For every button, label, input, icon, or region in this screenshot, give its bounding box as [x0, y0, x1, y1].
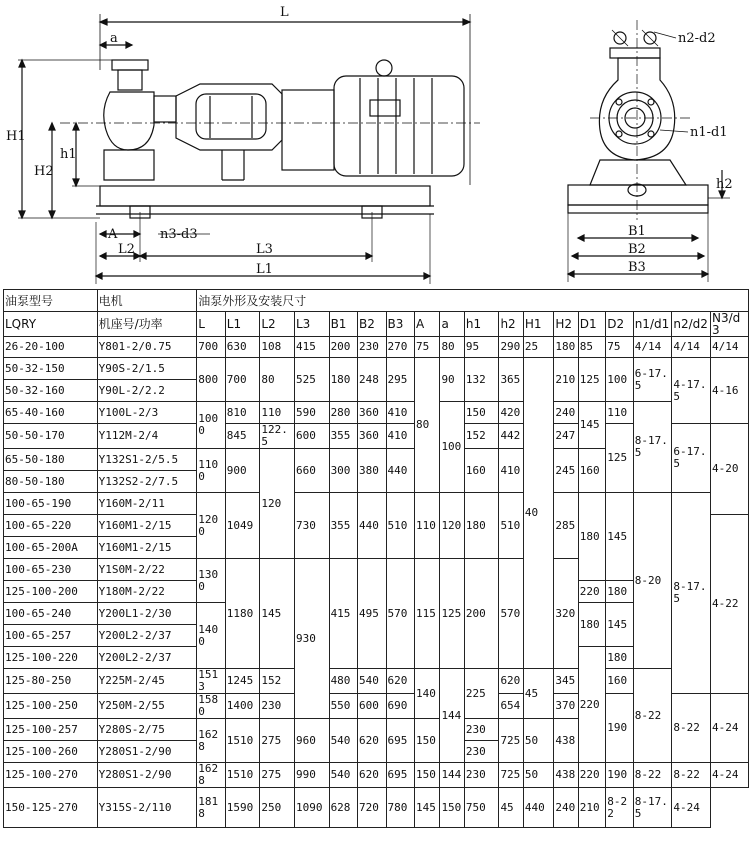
dim-d1-cell: 180 [578, 493, 605, 581]
pump-model-cell: 65-50-180 [4, 449, 98, 471]
dim-h1-cell: 570 [499, 559, 523, 669]
dim-b2-cell: 600 [358, 694, 386, 719]
dim-n3d3-cell: 4-22 [711, 515, 749, 694]
dim-h2-cell: 40 [523, 358, 554, 669]
dim-h2-cell: 25 [523, 337, 554, 358]
header-dimensions: 油泵外形及安装尺寸 [197, 290, 749, 312]
motor-cell: Y200L1-2/30 [97, 603, 197, 625]
label-A: A [108, 227, 118, 242]
pump-model-cell: 150-125-270 [4, 788, 98, 828]
dim-l3-cell: 525 [294, 358, 329, 402]
dim-a-cell: 140 [415, 669, 440, 719]
dim-h2-cell: 45 [499, 788, 523, 828]
motor-cell: Y315S-2/110 [97, 788, 197, 828]
dim-n1d1-cell: 8-22 [633, 763, 672, 788]
dim-b3-cell: 295 [386, 358, 414, 402]
dim-l2-cell: 275 [260, 763, 295, 788]
dim-n3d3-cell: 4-24 [711, 694, 749, 763]
motor-cell: Y200L2-2/37 [97, 625, 197, 647]
dim-l1-cell: 810 [225, 402, 260, 424]
label-B2: B2 [628, 242, 646, 257]
dim-h2-cell: 320 [554, 559, 578, 669]
dim-a-cell: 150 [415, 719, 440, 763]
motor-cell: Y180M-2/22 [97, 581, 197, 603]
dim-h2-cell: 45 [523, 669, 554, 719]
dim-l3-cell: 1090 [294, 788, 329, 828]
dim-h1-cell: 230 [464, 719, 499, 741]
dim-d2-cell: 190 [606, 763, 633, 788]
motor-cell: Y801-2/0.75 [97, 337, 197, 358]
dim-a-cell: 144 [440, 669, 464, 763]
dim-n3d3-cell: 4-20 [711, 424, 749, 515]
dim-n3d3-cell: 4-24 [672, 788, 711, 828]
pump-model-cell: 125-100-220 [4, 647, 98, 669]
motor-cell: Y160M1-2/15 [97, 537, 197, 559]
pump-model-cell: 50-32-160 [4, 380, 98, 402]
dim-l2-cell: 145 [260, 559, 295, 669]
dim-b1-cell: 280 [329, 402, 357, 424]
dim-b2-cell: 495 [358, 559, 386, 669]
dim-l-cell: 1100 [197, 449, 225, 493]
dim-b2-cell: 248 [358, 358, 386, 402]
header-col-17: n1/d1 [633, 312, 672, 337]
pump-model-cell: 125-100-260 [4, 741, 98, 763]
header-col-16: D2 [606, 312, 633, 337]
dim-d2-cell: 145 [606, 603, 633, 647]
dim-l1-cell: 845 [225, 424, 260, 449]
label-B3: B3 [628, 260, 646, 275]
dim-a-cell: 80 [440, 337, 464, 358]
header-motor: 电机 [97, 290, 197, 312]
dim-d2-cell: 100 [606, 358, 633, 402]
label-n3-d3: n3-d3 [160, 227, 198, 242]
label-L2: L2 [118, 242, 135, 257]
header-col-11: h1 [464, 312, 499, 337]
dim-b1-cell: 540 [329, 763, 357, 788]
dim-l-cell: 800 [197, 358, 225, 402]
dim-b1-cell: 355 [329, 424, 357, 449]
dim-h2-cell: 245 [554, 449, 578, 493]
label-L1: L1 [256, 262, 273, 277]
dim-n1d1-cell: 8-22 [606, 788, 633, 828]
header-col-18: n2/d2 [672, 312, 711, 337]
dim-h2-cell: 285 [554, 493, 578, 559]
dim-h1-cell: 132 [464, 358, 499, 402]
dim-h1-cell: 410 [499, 449, 523, 493]
dim-h1-cell: 160 [464, 449, 499, 493]
motor-cell: Y250M-2/55 [97, 694, 197, 719]
header-col-2: L [197, 312, 225, 337]
dim-h2-cell: 370 [554, 694, 578, 719]
dim-b2-cell: 720 [358, 788, 386, 828]
dim-a-cell: 120 [440, 493, 464, 559]
dim-b1-cell: 415 [329, 559, 357, 669]
dim-l2-cell: 152 [260, 669, 295, 694]
dim-b3-cell: 690 [386, 694, 414, 719]
dim-n1d1-cell: 8-20 [633, 493, 672, 669]
dim-a-cell: 150 [440, 788, 464, 828]
dim-l3-cell: 600 [294, 424, 329, 449]
dim-n2d2-cell: 8-17.5 [633, 788, 672, 828]
dim-l-cell: 1628 [197, 763, 225, 788]
label-h1: h1 [60, 147, 77, 162]
table-row [4, 337, 749, 358]
dim-n3d3-cell: 4-16 [711, 358, 749, 424]
dim-l-cell: 1300 [197, 559, 225, 603]
pump-model-cell: 100-65-240 [4, 603, 98, 625]
dim-l-cell: 1400 [197, 603, 225, 669]
dim-l-cell: 1000 [197, 402, 225, 449]
dim-b2-cell: 620 [358, 763, 386, 788]
dim-b3-cell: 780 [386, 788, 414, 828]
pump-model-cell: 125-100-250 [4, 694, 98, 719]
motor-cell: Y132S2-2/7.5 [97, 471, 197, 493]
header-col-13: H1 [523, 312, 554, 337]
side-view [18, 14, 480, 284]
dim-h2-cell: 438 [554, 719, 578, 763]
header-col-15: D1 [578, 312, 605, 337]
dim-a-cell: 150 [415, 763, 440, 788]
motor-cell: Y280S1-2/90 [97, 741, 197, 763]
motor-cell: Y112M-2/4 [97, 424, 197, 449]
header-col-5: L3 [294, 312, 329, 337]
dim-b1-cell: 550 [329, 694, 357, 719]
dim-h1-cell: 654 [499, 694, 523, 719]
dim-n2d2-cell: 8-22 [672, 694, 711, 763]
motor-cell: Y160M-2/11 [97, 493, 197, 515]
dim-l1-cell: 1180 [225, 559, 260, 669]
dim-n1d1-cell: 4/14 [633, 337, 672, 358]
dim-d1-cell: 180 [578, 603, 605, 647]
dim-d2-cell: 110 [606, 402, 633, 424]
dim-b3-cell: 620 [386, 669, 414, 694]
dim-h1-cell: 365 [499, 358, 523, 402]
dim-b2-cell: 360 [358, 402, 386, 424]
pump-model-cell: 80-50-180 [4, 471, 98, 493]
label-n2-d2: n2-d2 [678, 31, 716, 46]
table-row [4, 493, 749, 515]
dim-l3-cell: 960 [294, 719, 329, 763]
dim-b2-cell: 380 [358, 449, 386, 493]
pump-model-cell: 50-50-170 [4, 424, 98, 449]
dim-d1-cell: 220 [578, 763, 605, 788]
header-pump-model: 油泵型号 [4, 290, 98, 312]
dim-h1-cell: 180 [464, 493, 499, 559]
pump-model-cell: 100-65-220 [4, 515, 98, 537]
dim-h1-cell: 725 [499, 763, 523, 788]
dim-l2-cell: 122.5 [260, 424, 295, 449]
dim-l2-cell: 110 [260, 402, 295, 424]
motor-cell: Y90L-2/2.2 [97, 380, 197, 402]
dim-d2-cell: 180 [606, 647, 633, 669]
pump-model-cell: 100-65-257 [4, 625, 98, 647]
dim-d1-cell: 160 [578, 449, 605, 493]
dim-a-cell: 145 [415, 788, 440, 828]
motor-cell: Y160M1-2/15 [97, 515, 197, 537]
dim-b1-cell: 200 [329, 337, 357, 358]
dim-d2-cell: 180 [606, 581, 633, 603]
dim-n1d1-cell: 8-22 [633, 669, 672, 763]
dim-d2-cell: 145 [606, 493, 633, 581]
pump-model-cell: 65-40-160 [4, 402, 98, 424]
dim-d1-cell: 145 [578, 402, 605, 449]
pump-model-cell: 125-100-257 [4, 719, 98, 741]
label-h2: h2 [716, 177, 733, 192]
dim-l-cell: 1818 [197, 788, 225, 828]
dim-h2-cell: 247 [554, 424, 578, 449]
table-row [4, 669, 749, 694]
dim-b3-cell: 510 [386, 493, 414, 559]
dim-d1-cell: 85 [578, 337, 605, 358]
dim-b1-cell: 180 [329, 358, 357, 402]
dim-h1-cell: 95 [464, 337, 499, 358]
dim-b3-cell: 410 [386, 424, 414, 449]
dim-n2d2-cell: 4-17.5 [672, 358, 711, 424]
dim-d2-cell: 75 [606, 337, 633, 358]
dim-a-cell: 115 [415, 559, 440, 669]
spec-table-wrap [3, 289, 749, 828]
dim-l1-cell: 630 [225, 337, 260, 358]
dim-h2-cell: 440 [523, 788, 554, 828]
dim-l3-cell: 590 [294, 402, 329, 424]
dim-h1-cell: 200 [464, 559, 499, 669]
dim-l-cell: 700 [197, 337, 225, 358]
dim-l3-cell: 660 [294, 449, 329, 493]
label-H2: H2 [34, 164, 54, 179]
dim-l-cell: 1628 [197, 719, 225, 763]
motor-cell: Y280S1-2/90 [97, 763, 197, 788]
dim-h2-cell: 210 [554, 358, 578, 402]
dim-n1d1-cell: 8-17.5 [633, 402, 672, 493]
table-row [4, 763, 749, 788]
dim-h1-cell: 420 [499, 402, 523, 424]
dim-n2d2-cell: 4/14 [672, 337, 711, 358]
dim-l2-cell: 80 [260, 358, 295, 402]
pump-model-cell: 26-20-100 [4, 337, 98, 358]
header-row-2 [4, 312, 749, 337]
motor-cell: Y225M-2/45 [97, 669, 197, 694]
dim-l3-cell: 730 [294, 493, 329, 559]
pump-model-cell: 50-32-150 [4, 358, 98, 380]
dim-n3d3-cell: 4-24 [711, 763, 749, 788]
dim-h2-cell: 438 [554, 763, 578, 788]
dim-h1-cell: 750 [464, 788, 499, 828]
header-col-10: a [440, 312, 464, 337]
dim-l1-cell: 1049 [225, 493, 260, 559]
dim-b1-cell: 355 [329, 493, 357, 559]
dim-b3-cell: 410 [386, 402, 414, 424]
table-row [4, 358, 749, 380]
dim-l-cell: 1580 [197, 694, 225, 719]
dim-b3-cell: 570 [386, 559, 414, 669]
dim-h2-cell: 50 [523, 719, 554, 763]
header-col-0: LQRY [4, 312, 98, 337]
dim-b2-cell: 440 [358, 493, 386, 559]
spec-table-body [4, 337, 749, 828]
dim-n3d3-cell: 4/14 [711, 337, 749, 358]
dim-l3-cell: 415 [294, 337, 329, 358]
motor-cell: Y280S-2/75 [97, 719, 197, 741]
dim-h1-cell: 290 [499, 337, 523, 358]
dim-d1-cell: 220 [578, 647, 605, 763]
header-col-3: L1 [225, 312, 260, 337]
dim-h1-cell: 230 [464, 763, 499, 788]
dim-h1-cell: 230 [464, 741, 499, 763]
label-L: L [280, 5, 289, 20]
dim-a-cell: 90 [440, 358, 464, 402]
pump-assembly-drawing [0, 0, 752, 289]
dim-b3-cell: 440 [386, 449, 414, 493]
dim-d1-cell: 220 [578, 581, 605, 603]
dim-n1d1-cell: 6-17.5 [633, 358, 672, 402]
dim-b2-cell: 360 [358, 424, 386, 449]
pump-model-cell: 100-65-230 [4, 559, 98, 581]
dim-l1-cell: 900 [225, 449, 260, 493]
dim-a-cell: 75 [415, 337, 440, 358]
dim-b1-cell: 300 [329, 449, 357, 493]
dim-h1-cell: 510 [499, 493, 523, 559]
motor-cell: Y200L2-2/37 [97, 647, 197, 669]
dim-d2-cell: 190 [606, 694, 633, 763]
header-col-1: 机座号/功率 [97, 312, 197, 337]
motor-cell: Y90S-2/1.5 [97, 358, 197, 380]
dim-a-cell: 80 [415, 358, 440, 493]
dim-l3-cell: 990 [294, 763, 329, 788]
label-L3: L3 [256, 242, 273, 257]
header-col-6: B1 [329, 312, 357, 337]
dim-h1-cell: 725 [499, 719, 523, 763]
end-view [568, 20, 730, 282]
dim-l2-cell: 230 [260, 694, 295, 719]
dim-d1-cell: 240 [554, 788, 578, 828]
dim-d2-cell: 125 [606, 424, 633, 493]
motor-cell: Y100L-2/3 [97, 402, 197, 424]
label-a: a [110, 31, 118, 46]
header-col-19: N3/d3 [711, 312, 749, 337]
dim-l1-cell: 1510 [225, 719, 260, 763]
dim-a-cell: 110 [415, 493, 440, 559]
header-col-4: L2 [260, 312, 295, 337]
dim-h1-cell: 620 [499, 669, 523, 694]
dim-b3-cell: 695 [386, 719, 414, 763]
header-row-1 [4, 290, 749, 312]
dim-b1-cell: 480 [329, 669, 357, 694]
dim-b2-cell: 620 [358, 719, 386, 763]
dim-d2-cell: 160 [606, 669, 633, 694]
spec-table [3, 289, 749, 828]
dim-a-cell: 125 [440, 559, 464, 669]
pump-model-cell: 125-80-250 [4, 669, 98, 694]
dim-h1-cell: 225 [464, 669, 499, 719]
dim-a-cell: 100 [440, 402, 464, 493]
label-B1: B1 [628, 224, 646, 239]
dim-n2d2-cell: 8-22 [672, 763, 711, 788]
dim-n2d2-cell: 6-17.5 [672, 424, 711, 493]
dim-b3-cell: 270 [386, 337, 414, 358]
dim-a-cell: 144 [440, 763, 464, 788]
dim-h1-cell: 150 [464, 402, 499, 424]
dim-d1-cell: 125 [578, 358, 605, 402]
motor-cell: Y132S1-2/5.5 [97, 449, 197, 471]
dim-d2-cell: 210 [578, 788, 605, 828]
dim-b2-cell: 230 [358, 337, 386, 358]
dim-l2-cell: 275 [260, 719, 295, 763]
dim-l1-cell: 1590 [225, 788, 260, 828]
dim-h2-cell: 345 [554, 669, 578, 694]
header-col-12: h2 [499, 312, 523, 337]
header-col-9: A [415, 312, 440, 337]
pump-model-cell: 125-100-200 [4, 581, 98, 603]
dim-l2-cell: 108 [260, 337, 295, 358]
label-n1-d1: n1-d1 [690, 125, 728, 140]
header-col-8: B3 [386, 312, 414, 337]
header-col-7: B2 [358, 312, 386, 337]
pump-model-cell: 125-100-270 [4, 763, 98, 788]
label-H1: H1 [6, 129, 26, 144]
dim-h2-cell: 240 [554, 402, 578, 424]
dim-b2-cell: 540 [358, 669, 386, 694]
dim-l1-cell: 700 [225, 358, 260, 402]
motor-cell: Y1S0M-2/22 [97, 559, 197, 581]
dim-l2-cell: 120 [260, 449, 295, 559]
pump-model-cell: 100-65-190 [4, 493, 98, 515]
dim-l1-cell: 1400 [225, 694, 260, 719]
dim-l1-cell: 1510 [225, 763, 260, 788]
dim-l3-cell: 930 [294, 559, 329, 719]
header-col-14: H2 [554, 312, 578, 337]
dim-h2-cell: 50 [523, 763, 554, 788]
dim-h1-cell: 442 [499, 424, 523, 449]
dim-b1-cell: 628 [329, 788, 357, 828]
table-row [4, 402, 749, 424]
dim-l-cell: 1513 [197, 669, 225, 694]
pump-model-cell: 100-65-200A [4, 537, 98, 559]
dim-n2d2-cell: 8-17.5 [672, 493, 711, 694]
dim-h2-cell: 180 [554, 337, 578, 358]
table-row [4, 788, 749, 828]
dim-l-cell: 1200 [197, 493, 225, 559]
dim-l2-cell: 250 [260, 788, 295, 828]
dim-b1-cell: 540 [329, 719, 357, 763]
dim-l1-cell: 1245 [225, 669, 260, 694]
dim-b3-cell: 695 [386, 763, 414, 788]
dim-h1-cell: 152 [464, 424, 499, 449]
